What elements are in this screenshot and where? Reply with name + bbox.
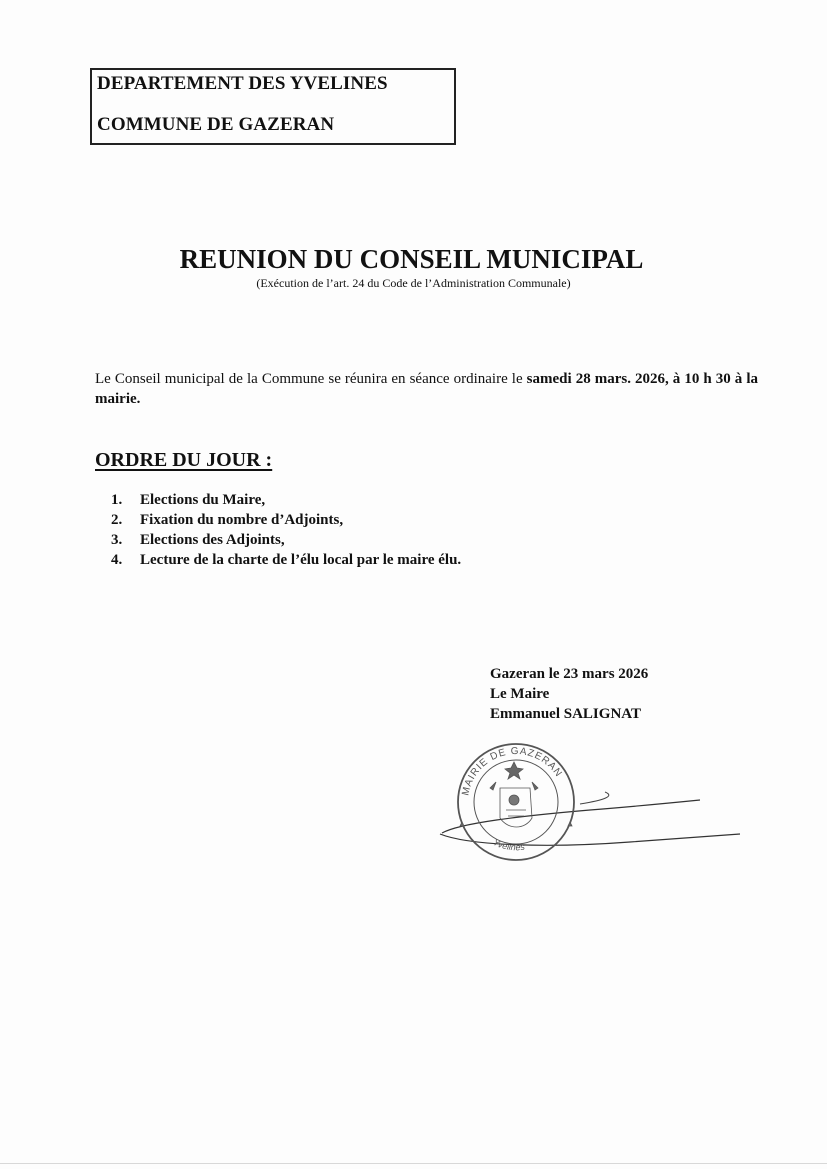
agenda-item xyxy=(111,550,461,570)
agenda-item-label: Elections du Maire, xyxy=(140,492,266,508)
page-subtitle: (Exécution de l’art. 24 du Code de l’Administration Communale) xyxy=(256,276,571,290)
signature-stroke xyxy=(440,800,740,845)
agenda-item xyxy=(111,490,461,510)
intro-paragraph xyxy=(95,369,758,409)
agenda-item-label: Lecture de la charte de l’élu local par le maire élu. xyxy=(140,552,462,568)
agenda-item-number: 4. xyxy=(111,552,123,568)
page-title-text: REUNION DU CONSEIL MUNICIPAL xyxy=(179,244,644,274)
agenda-title: ORDRE DU JOUR : xyxy=(95,449,273,471)
stamp-bottom-text: Yvelines xyxy=(491,836,526,853)
agenda-item xyxy=(111,510,461,530)
commune-name: COMMUNE DE GAZERAN xyxy=(97,114,335,135)
agenda-item-number: 3. xyxy=(111,532,123,548)
agenda-item-number: 2. xyxy=(111,512,123,528)
department-name: DEPARTEMENT DES YVELINES xyxy=(97,73,388,94)
signature-name: Emmanuel SALIGNAT xyxy=(490,706,641,722)
agenda-item-label: Elections des Adjoints, xyxy=(140,532,285,548)
agenda-item-number: 1. xyxy=(111,492,123,508)
signature-stroke xyxy=(580,792,609,804)
stamp-and-signature xyxy=(430,738,760,868)
intro-text: Le Conseil municipal de la Commune se réunira en séance ordinaire le xyxy=(95,371,527,387)
signature-role: Le Maire xyxy=(490,686,550,702)
intro-date-text: samedi 28 mars. 2026, à 10 h 30 à la mairie. xyxy=(95,371,759,407)
stamp-svg xyxy=(430,738,760,868)
stamp-top-text: MAIRIE DE GAZERAN xyxy=(460,745,565,797)
page-title xyxy=(0,243,827,275)
signature-block xyxy=(490,664,648,724)
agenda-list xyxy=(111,490,461,570)
header-box xyxy=(90,68,456,145)
page-bottom-divider xyxy=(0,1163,827,1164)
agenda-item xyxy=(111,530,461,550)
signature-place-date: Gazeran le 23 mars 2026 xyxy=(490,666,649,682)
agenda-item-label: Fixation du nombre d’Adjoints, xyxy=(140,512,344,528)
